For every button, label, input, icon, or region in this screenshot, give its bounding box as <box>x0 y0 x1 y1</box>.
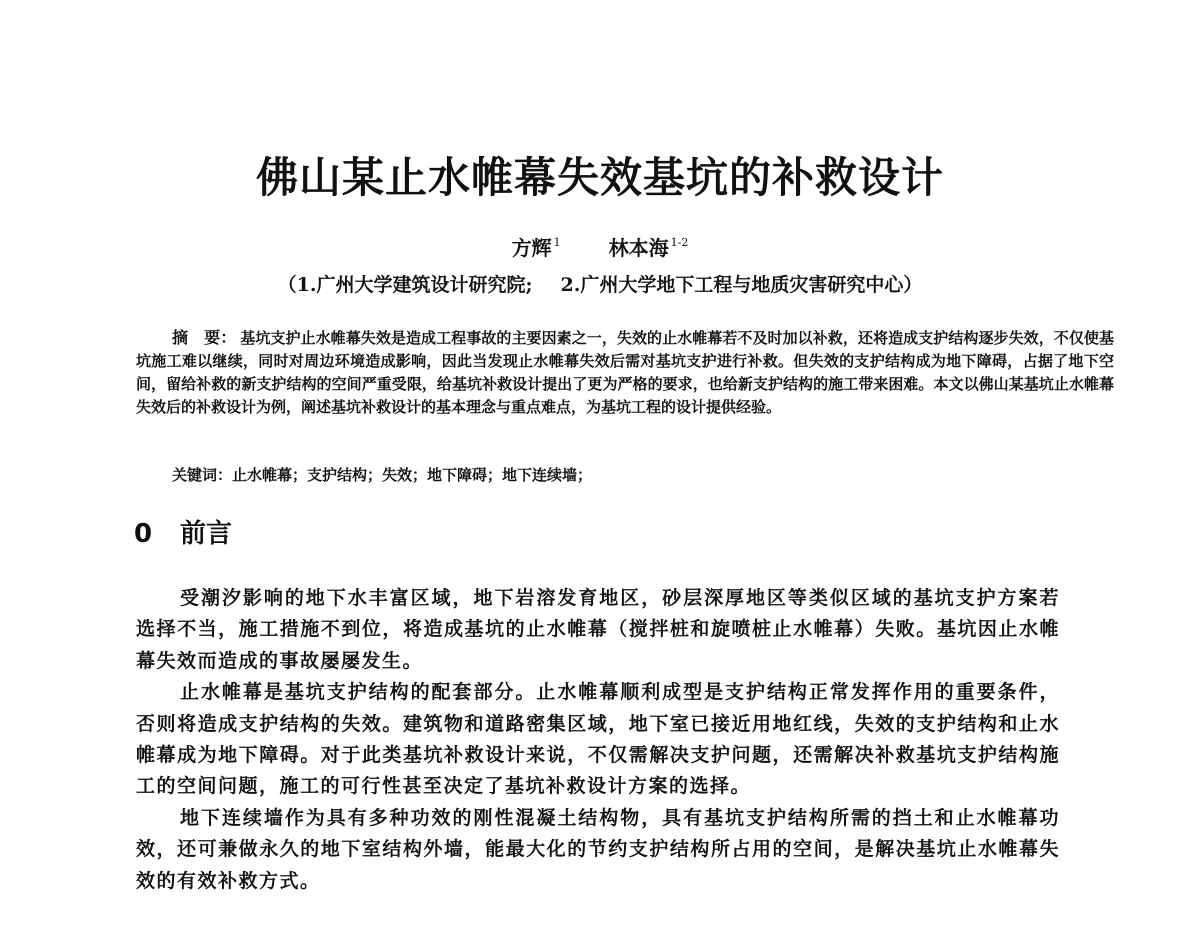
abstract <box>136 326 1114 419</box>
keywords-text: 止水帷幕；支护结构；失效；地下障碍；地下连续墙； <box>232 466 593 484</box>
paragraph: 受潮汐影响的地下水丰富区域，地下岩溶发育地区，砂层深厚地区等类似区域的基坑支护方案若选择不当，施工措施不到位，将造成基坑的止水帷幕（搅拌桩和旋喷桩止水帷幕）失败。基坑因止水帷幕失效而造成的事故屡屡发生。 <box>136 587 1060 672</box>
author <box>609 230 689 261</box>
keywords-label: 关键词： <box>172 466 233 484</box>
affiliations <box>0 272 1200 298</box>
paper-title: 佛山某止水帷幕失效基坑的补救设计 <box>255 153 944 202</box>
author-affiliation-mark: 1-2 <box>670 236 689 249</box>
paragraph: 地下连续墙作为具有多种功效的刚性混凝土结构物，具有基坑支护结构所需的挡土和止水帷幕功效，还可兼做永久的地下室结构外墙，能最大化的节约支护结构所占用的空间，是解决基坑止水帷幕失效的有效补救方式。 <box>136 806 1060 892</box>
author-name: 方辉 <box>511 236 552 260</box>
author-list <box>0 230 1200 261</box>
author-name: 林本海 <box>608 236 669 260</box>
section-title: 前言 <box>180 519 233 549</box>
author <box>512 230 561 261</box>
body-text <box>136 583 1060 897</box>
section-heading <box>134 517 232 551</box>
keywords <box>172 464 1112 487</box>
paragraph: 止水帷幕是基坑支护结构的配套部分。止水帷幕顺利成型是支护结构正常发挥作用的重要条件，否则将造成支护结构的失效。建筑物和道路密集区域，地下室已接近用地红线，失效的支护结构和止水帷幕成为地下障碍。对于此类基坑补救设计来说，不仅需解决支护问题，还需解决补救基坑支护结构施工的空间问题，施工的可行性甚至决定了基坑补救设计方案的选择。 <box>136 681 1060 798</box>
author-affiliation-mark: 1 <box>553 236 561 249</box>
affiliation-1: （1.广州大学建筑设计研究院; <box>277 274 533 296</box>
affiliation-2: 2.广州大学地下工程与地质灾害研究中心） <box>560 274 923 296</box>
abstract-text: 基坑支护止水帷幕失效是造成工程事故的主要因素之一，失效的止水帷幕若不及时加以补救，还将造成支护结构逐步失效，不仅使基坑施工难以继续，同时对周边环境造成影响，因此当发现止水帷幕失效后需对基坑支护进行补救。但失效的支护结构成为地下障碍，占据了地下空间，留给补救的新支护结构的空间严重受限，给基坑补救设计提出了更为严格的要求，也给新支护结构的施工带来困难。本文以佛山某基坑止水帷幕失效后的补救设计为例，阐述基坑补救设计的基本理念与重点难点，为基坑工程的设计提供经验。 <box>136 329 1114 416</box>
abstract-label: 摘 要： <box>172 328 237 347</box>
section-number: 0 <box>134 519 153 549</box>
